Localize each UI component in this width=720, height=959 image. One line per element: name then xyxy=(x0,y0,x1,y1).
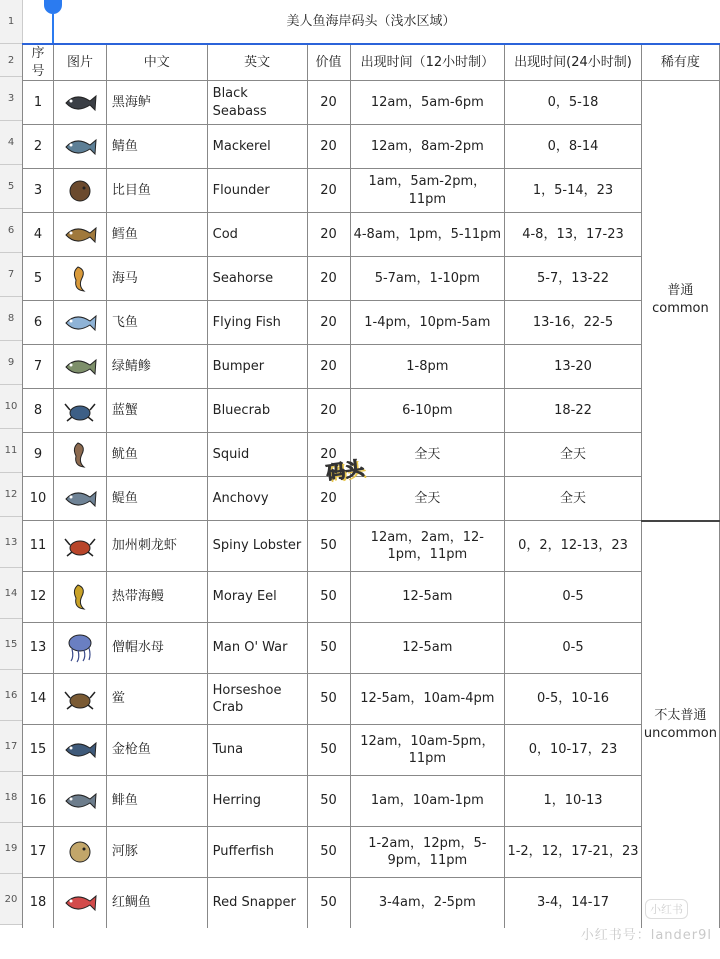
mackerel-icon xyxy=(62,132,98,162)
row-number[interactable]: 18 xyxy=(0,772,22,823)
cell-english: Flounder xyxy=(207,169,307,213)
cell-time24: 5-7，13-22 xyxy=(505,257,642,301)
table-row xyxy=(23,674,720,725)
cell-image xyxy=(53,257,106,301)
cell-seq: 1 xyxy=(23,81,54,125)
squid-icon xyxy=(62,440,98,470)
rarity-en: common xyxy=(652,301,709,317)
cell-english: Cod xyxy=(207,213,307,257)
man-o-war-icon xyxy=(62,633,98,663)
table-row xyxy=(23,169,720,213)
row-number[interactable]: 13 xyxy=(0,517,22,568)
cell-image xyxy=(53,623,106,674)
cell-seq: 8 xyxy=(23,389,54,433)
cell-image xyxy=(53,477,106,521)
moray-eel-icon xyxy=(62,582,98,612)
table-row xyxy=(23,345,720,389)
red-snapper-icon xyxy=(62,888,98,918)
cell-time24: 3-4，14-17 xyxy=(505,878,642,929)
cell-english: Bluecrab xyxy=(207,389,307,433)
cell-chinese: 鱿鱼 xyxy=(106,433,207,477)
cell-image xyxy=(53,213,106,257)
table-row xyxy=(23,301,720,345)
cell-time24: 1，5-14，23 xyxy=(505,169,642,213)
cell-value: 50 xyxy=(307,776,350,827)
row-number[interactable]: 1 xyxy=(0,0,22,44)
cell-time12: 12am，2am，12-1pm，11pm xyxy=(350,521,505,572)
cell-time12: 1-4pm，10pm-5am xyxy=(350,301,505,345)
row-number[interactable]: 2 xyxy=(0,44,22,77)
cell-value: 50 xyxy=(307,827,350,878)
cell-english: Herring xyxy=(207,776,307,827)
cell-seq: 9 xyxy=(23,433,54,477)
cell-english: Moray Eel xyxy=(207,572,307,623)
fish-table xyxy=(22,0,720,929)
row-number[interactable]: 3 xyxy=(0,77,22,121)
row-number[interactable]: 4 xyxy=(0,121,22,165)
table-row xyxy=(23,878,720,929)
cell-value: 50 xyxy=(307,572,350,623)
header-english: 英文 xyxy=(207,44,307,81)
cell-english: Tuna xyxy=(207,725,307,776)
pufferfish-icon xyxy=(62,837,98,867)
cell-time12: 6-10pm xyxy=(350,389,505,433)
table-row xyxy=(23,521,720,572)
cell-time12: 1am，5am-2pm，11pm xyxy=(350,169,505,213)
cell-time12: 全天 xyxy=(350,477,505,521)
row-number[interactable]: 20 xyxy=(0,874,22,925)
cell-value: 20 xyxy=(307,169,350,213)
cell-time24: 0，2，12-13，23 xyxy=(505,521,642,572)
cell-time12: 5-7am，1-10pm xyxy=(350,257,505,301)
cell-english: Bumper xyxy=(207,345,307,389)
cell-time24: 13-20 xyxy=(505,345,642,389)
cell-time24: 0，5-18 xyxy=(505,81,642,125)
cell-time12: 4-8am，1pm，5-11pm xyxy=(350,213,505,257)
cell-time24: 0-5 xyxy=(505,572,642,623)
horseshoe-crab-icon xyxy=(62,684,98,714)
cell-time12: 1-8pm xyxy=(350,345,505,389)
cell-chinese: 鳀鱼 xyxy=(106,477,207,521)
cell-time24: 0-5，10-16 xyxy=(505,674,642,725)
sheet-title: 美人鱼海岸码头（浅水区域） xyxy=(23,0,720,44)
cell-image xyxy=(53,521,106,572)
row-number-column xyxy=(0,0,23,925)
rarity-zh: 不太普通 xyxy=(654,707,707,723)
seahorse-icon xyxy=(62,264,98,294)
cell-image xyxy=(53,169,106,213)
cell-time12: 12-5am xyxy=(350,623,505,674)
cell-chinese: 黑海鲈 xyxy=(106,81,207,125)
table-row xyxy=(23,213,720,257)
cell-seq: 10 xyxy=(23,477,54,521)
cod-icon xyxy=(62,220,98,250)
row-number[interactable]: 11 xyxy=(0,429,22,473)
spiny-lobster-icon xyxy=(62,531,98,561)
cell-seq: 12 xyxy=(23,572,54,623)
cell-seq: 13 xyxy=(23,623,54,674)
cell-english: Man O' War xyxy=(207,623,307,674)
cell-image xyxy=(53,389,106,433)
row-number[interactable]: 8 xyxy=(0,297,22,341)
cell-time24: 4-8，13，17-23 xyxy=(505,213,642,257)
bumper-icon xyxy=(62,352,98,382)
cell-english: Anchovy xyxy=(207,477,307,521)
header-rarity: 稀有度 xyxy=(641,44,719,81)
cell-seq: 2 xyxy=(23,125,54,169)
cell-value: 20 xyxy=(307,477,350,521)
cell-time12: 1am，10am-1pm xyxy=(350,776,505,827)
cell-value: 50 xyxy=(307,725,350,776)
cell-time24: 0，10-17，23 xyxy=(505,725,642,776)
cell-seq: 3 xyxy=(23,169,54,213)
cell-value: 50 xyxy=(307,674,350,725)
table-row xyxy=(23,125,720,169)
cell-time24: 全天 xyxy=(505,477,642,521)
cell-time12: 12-5am，10am-4pm xyxy=(350,674,505,725)
bluecrab-icon xyxy=(62,396,98,426)
header-image: 图片 xyxy=(53,44,106,81)
cell-time24: 18-22 xyxy=(505,389,642,433)
cell-value: 20 xyxy=(307,433,350,477)
cell-seq: 15 xyxy=(23,725,54,776)
rarity-zh: 普通 xyxy=(667,283,694,299)
tuna-icon xyxy=(62,735,98,765)
cell-value: 50 xyxy=(307,623,350,674)
cell-image xyxy=(53,725,106,776)
cell-chinese: 鲎 xyxy=(106,674,207,725)
cell-chinese: 比目鱼 xyxy=(106,169,207,213)
cell-chinese: 金枪鱼 xyxy=(106,725,207,776)
cell-seq: 16 xyxy=(23,776,54,827)
cell-value: 20 xyxy=(307,81,350,125)
cell-time12: 3-4am，2-5pm xyxy=(350,878,505,929)
cell-value: 20 xyxy=(307,345,350,389)
table-row xyxy=(23,725,720,776)
cell-time24: 0，8-14 xyxy=(505,125,642,169)
cell-chinese: 红鲷鱼 xyxy=(106,878,207,929)
rarity-label xyxy=(644,707,717,743)
header-row xyxy=(23,44,720,81)
cell-seq: 18 xyxy=(23,878,54,929)
row-number[interactable]: 16 xyxy=(0,670,22,721)
cell-image xyxy=(53,572,106,623)
cell-value: 50 xyxy=(307,878,350,929)
cell-chinese: 鳕鱼 xyxy=(106,213,207,257)
table-row xyxy=(23,257,720,301)
cell-value: 20 xyxy=(307,389,350,433)
cell-english: Squid xyxy=(207,433,307,477)
row-number[interactable]: 19 xyxy=(0,823,22,874)
row-number[interactable]: 7 xyxy=(0,253,22,297)
cell-seq: 6 xyxy=(23,301,54,345)
cell-time24: 1，10-13 xyxy=(505,776,642,827)
table-row xyxy=(23,81,720,125)
cell-chinese: 飞鱼 xyxy=(106,301,207,345)
cell-image xyxy=(53,827,106,878)
header-time12: 出现时间（12小时制） xyxy=(350,44,505,81)
cell-value: 20 xyxy=(307,125,350,169)
watermark-badge: 小红书 xyxy=(645,899,688,919)
cell-image xyxy=(53,345,106,389)
cell-time12: 全天 xyxy=(350,433,505,477)
cell-value: 20 xyxy=(307,257,350,301)
cell-time12: 1-2am，12pm，5-9pm，11pm xyxy=(350,827,505,878)
rarity-en: uncommon xyxy=(643,725,717,741)
cell-english: Red Snapper xyxy=(207,878,307,929)
cell-english: Spiny Lobster xyxy=(207,521,307,572)
row-number[interactable]: 5 xyxy=(0,165,22,209)
table-row xyxy=(23,623,720,674)
cell-english: Black Seabass xyxy=(207,81,307,125)
table-row xyxy=(23,572,720,623)
cell-rarity xyxy=(641,81,719,521)
row-number[interactable]: 6 xyxy=(0,209,22,253)
cell-chinese: 鲱鱼 xyxy=(106,776,207,827)
cell-english: Flying Fish xyxy=(207,301,307,345)
row-number[interactable]: 17 xyxy=(0,721,22,772)
cell-chinese: 鲭鱼 xyxy=(106,125,207,169)
cell-time12: 12-5am xyxy=(350,572,505,623)
rarity-label xyxy=(644,282,717,318)
header-seq: 序号 xyxy=(23,44,54,81)
cell-rarity xyxy=(641,521,719,929)
table-row xyxy=(23,776,720,827)
cell-image xyxy=(53,878,106,929)
cell-seq: 11 xyxy=(23,521,54,572)
cell-time24: 1-2，12，17-21，23 xyxy=(505,827,642,878)
cell-seq: 14 xyxy=(23,674,54,725)
cell-time12: 12am，10am-5pm，11pm xyxy=(350,725,505,776)
cell-time12: 12am，5am-6pm xyxy=(350,81,505,125)
cell-time24: 全天 xyxy=(505,433,642,477)
cell-english: Seahorse xyxy=(207,257,307,301)
cell-chinese: 河豚 xyxy=(106,827,207,878)
row-number[interactable]: 9 xyxy=(0,341,22,385)
cell-image xyxy=(53,81,106,125)
cell-image xyxy=(53,433,106,477)
cell-seq: 7 xyxy=(23,345,54,389)
cell-chinese: 绿鲭鲹 xyxy=(106,345,207,389)
row-number[interactable]: 15 xyxy=(0,619,22,670)
cell-seq: 17 xyxy=(23,827,54,878)
header-chinese: 中文 xyxy=(106,44,207,81)
cell-chinese: 加州刺龙虾 xyxy=(106,521,207,572)
cell-image xyxy=(53,776,106,827)
cell-image xyxy=(53,301,106,345)
cell-chinese: 蓝蟹 xyxy=(106,389,207,433)
cell-english: Pufferfish xyxy=(207,827,307,878)
cell-time24: 13-16，22-5 xyxy=(505,301,642,345)
cell-english: Mackerel xyxy=(207,125,307,169)
cell-chinese: 僧帽水母 xyxy=(106,623,207,674)
cell-chinese: 热带海鳗 xyxy=(106,572,207,623)
row-number[interactable]: 10 xyxy=(0,385,22,429)
cell-value: 50 xyxy=(307,521,350,572)
cell-time12: 12am，8am-2pm xyxy=(350,125,505,169)
cell-image xyxy=(53,125,106,169)
header-time24: 出现时间(24小时制) xyxy=(505,44,642,81)
watermark-center: 码头 xyxy=(324,457,366,485)
black-seabass-icon xyxy=(62,88,98,118)
cell-time24: 0-5 xyxy=(505,623,642,674)
flying-fish-icon xyxy=(62,308,98,338)
cell-seq: 4 xyxy=(23,213,54,257)
flounder-icon xyxy=(62,176,98,206)
cell-value: 20 xyxy=(307,301,350,345)
row-number[interactable]: 14 xyxy=(0,568,22,619)
row-number[interactable]: 12 xyxy=(0,473,22,517)
cell-english: Horseshoe Crab xyxy=(207,674,307,725)
cell-value: 20 xyxy=(307,213,350,257)
cell-image xyxy=(53,674,106,725)
cell-seq: 5 xyxy=(23,257,54,301)
table-row xyxy=(23,389,720,433)
watermark-corner: 小红书号：lander9l xyxy=(580,928,712,943)
header-value: 价值 xyxy=(307,44,350,81)
cell-chinese: 海马 xyxy=(106,257,207,301)
herring-icon xyxy=(62,786,98,816)
anchovy-icon xyxy=(62,484,98,514)
table-row xyxy=(23,477,720,521)
table-row xyxy=(23,433,720,477)
table-row xyxy=(23,827,720,878)
